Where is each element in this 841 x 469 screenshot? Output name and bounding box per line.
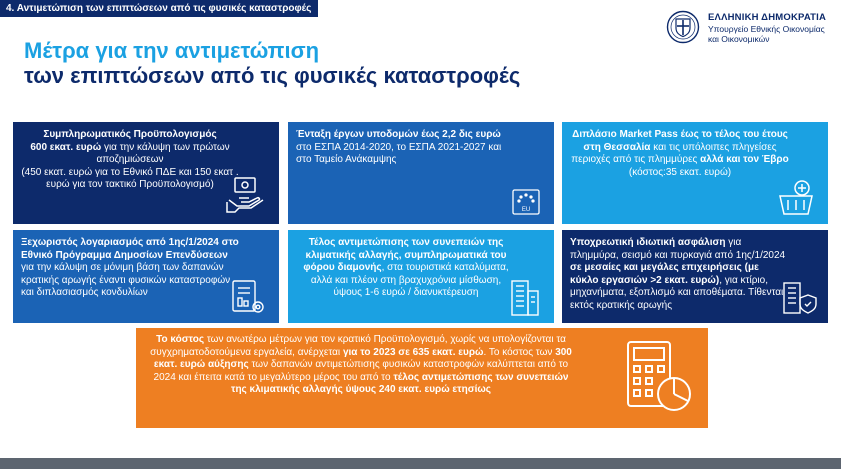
eu-label: EU [521,207,531,213]
card-market-pass: Διπλάσιο Market Pass έως το τέλος του έτους στη Θεσσαλία και τις υπόλοιπες πληγείσες περιοχές από τις πλημμύρες αλλά και τον Έβρο (κόστος:35 εκατ. ευρώ) [562,122,828,224]
footer-bar [0,458,841,469]
shopping-basket-icon [776,178,816,218]
section-tag: 4. Αντιμετώπιση των επιπτώσεων από τις φυσικές καταστροφές [0,0,318,17]
calculator-pie-chart-icon [624,338,694,416]
cost-summary-box: Το κόστος των ανωτέρω μέτρων για τον κρατικό Προϋπολογισμό, χωρίς να υπολογίζονται τα συγχρηματοδοτούμενα εργαλεία, ανέρχεται για το 2023 σε 635 εκατ. ευρώ. Το κόστος των 300 εκατ. ευρώ αύξησης των δαπανών αντιμετώπισης φυσικών καταστροφών καλύπτεται από το 2024 και έπειτα κατά το μεγαλύτερο μέρος του από το τέλος αντιμετώπισης των συνεπειών της κλιματικής αλλαγής ύψους 240 εκατ. ευρώ ετησίως [136,328,708,428]
logo-subtitle: Υπουργείο Εθνικής Οικονομίας και Οικονομικών [708,24,825,44]
card-separate-account: Ξεχωριστός λογαριασμός από 1ης/1/2024 στο Εθνικό Πρόγραμμα Δημοσίων Επενδύσεων για την κάλυψη σε μόνιμη βάση των δαπανών κρατικής αρωγής έναντι φυσικών καταστροφών και διπλασιασμός κονδυλίων [13,230,279,323]
page-title-line1: Μέτρα για την αντιμετώπιση [24,38,320,63]
card-mandatory-insurance: Υποχρεωτική ιδιωτική ασφάλιση για πλημμύρα, σεισμό και πυρκαγιά από 1ης/1/2024 σε μεσαίες και μεγάλες επιχειρήσεις (με κύκλο εργασιών >2 εκατ. ευρώ), για κτίριο, μηχανήματα, εξοπλισμό και αποθέματα. Τίθενται εκτός κρατικής αρωγής [562,230,828,323]
greek-emblem-icon [666,10,700,44]
card-supplementary-budget: Συμπληρωματικός Προϋπολογισμός 600 εκατ. ευρώ για την κάλυψη των πρώτων αποζημιώσεων (450 εκατ. ευρώ για το Εθνικό ΠΔΕ και 150 εκατ . ευρώ για τον τακτικό Προϋπολογισμό) [13,122,279,224]
card-climate-fee: Τέλος αντιμετώπισης των συνεπειών της κλιματικής αλλαγής, συμπληρωματικά του φόρου διαμονής, στα τουριστικά καταλύματα, αλλά και πλέον στη βραχυχρόνια μίσθωση, ύψους 1-6 ευρώ / διανυκτέρευση [288,230,554,323]
logo-title: ΕΛΛΗΝΙΚΗ ΔΗΜΟΚΡΑΤΙΑ [708,12,827,23]
page-title-line2: των επιπτώσεων από τις φυσικές καταστροφές [24,63,521,88]
card-infrastructure-projects: Ένταξη έργων υποδομών έως 2,2 δις ευρώ στο ΕΣΠΑ 2014-2020, το ΕΣΠΑ 2021-2027 και στο Ταμείο Ανάκαμψης EU [288,122,554,224]
government-logo [666,10,836,50]
eu-flag-icon [510,186,542,218]
